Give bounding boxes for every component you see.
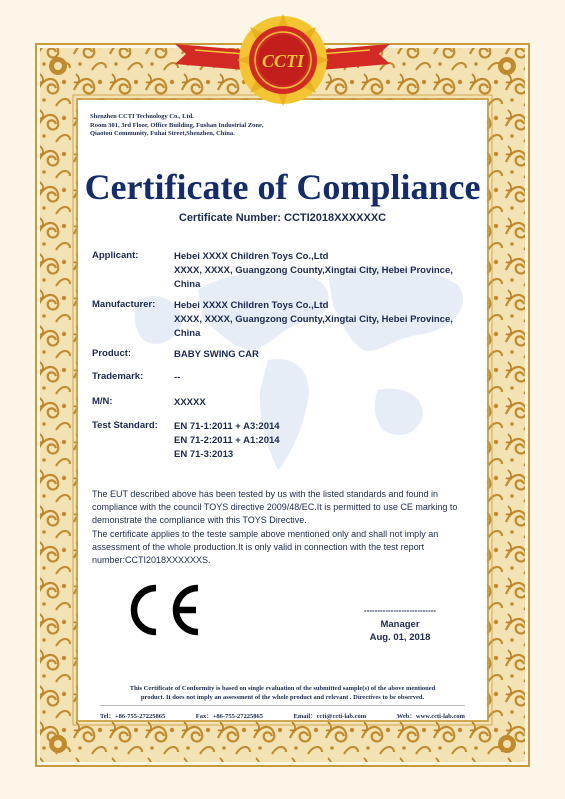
signature-line: --------------------------- xyxy=(364,606,436,615)
signature-block xyxy=(350,606,450,643)
applicant-line: Hebei XXXX Children Toys Co.,Ltd xyxy=(174,251,329,262)
test-standard-line: EN 71-2:2011 + A1:2014 xyxy=(174,435,280,446)
contact-email: Email：ccti@ccti-lab.com xyxy=(293,713,367,720)
manufacturer-label: Manufacturer: xyxy=(92,299,156,310)
conformity-note-line: product. It does not imply an assessment of the whole product and relevant . Directives to be observed. xyxy=(140,694,425,701)
trademark-value: -- xyxy=(174,372,181,383)
conformity-note-line: This Certificate of Conformity is based on single evaluation of the submitted sample(s) of the above mentioned xyxy=(129,685,436,692)
certificate-number: Certificate Number: CCTI2018XXXXXXC xyxy=(178,212,387,224)
compliance-statement xyxy=(92,488,472,567)
statement-paragraph: The certificate applies to the teste sample above mentioned only and shall not imply an assessment of the whole production.It is only valid in connection with the test report number:CCTI2018XXXXXXS. xyxy=(92,528,439,566)
footer-divider xyxy=(100,705,465,706)
conformity-note xyxy=(0,684,565,702)
document-title: Certificate of Compliance xyxy=(84,167,481,207)
signatory-title: Manager xyxy=(380,619,420,630)
test-standard-label: Test Standard: xyxy=(92,420,158,431)
contact-tel: Tel：+86-755-27225865 xyxy=(100,713,166,720)
ccti-seal-logo xyxy=(0,0,565,120)
model-label: M/N: xyxy=(92,396,113,407)
applicant-value xyxy=(174,250,474,292)
trademark-label: Trademark: xyxy=(92,371,144,382)
product-label: Product: xyxy=(92,348,132,359)
test-standard-line: EN 71-3:2013 xyxy=(174,449,234,460)
statement-paragraph: The EUT described above has been tested by us with the listed standards and found in compliance with the council TOYS directive 2009/48/EC.It is permitted to use CE marking to demonstrate the compliance with this TOYS Directive. xyxy=(92,489,458,526)
manufacturer-value xyxy=(174,299,474,341)
applicant-line: China xyxy=(174,279,201,290)
applicant-label: Applicant: xyxy=(92,250,139,261)
contact-web: Web：www.ccti-lab.com xyxy=(396,713,465,720)
issuer-address xyxy=(90,113,263,139)
contact-fax: Fax：+86-755-27225865 xyxy=(195,713,264,720)
issuer-name: Shenzhen CCTI Technology Co., Ltd. xyxy=(90,113,194,120)
ce-mark-icon xyxy=(122,582,204,638)
manufacturer-line: XXXX, XXXX, Guangzong County,Xingtai City, Hebei Province, xyxy=(174,314,453,325)
issuer-address-line2: Qiaotou Community, Fuhai Street,Shenzhen, China. xyxy=(90,130,235,137)
issuer-address-line1: Room 301, 3rd Floor, Office Building, Fushan Industrial Zone, xyxy=(90,121,264,129)
applicant-line: XXXX, XXXX, Guangzong County,Xingtai City, Hebei Province, xyxy=(174,265,453,276)
test-standard-line: EN 71-1:2011 + A3:2014 xyxy=(174,421,280,432)
product-value: BABY SWING CAR xyxy=(174,349,259,360)
test-standard-value xyxy=(174,420,474,462)
manufacturer-line: China xyxy=(174,328,201,339)
contact-info xyxy=(100,711,465,720)
seal-text: CCTI xyxy=(261,51,305,71)
manufacturer-line: Hebei XXXX Children Toys Co.,Ltd xyxy=(174,300,329,311)
issue-date: Aug. 01, 2018 xyxy=(369,632,431,643)
model-value: XXXXX xyxy=(174,397,206,408)
